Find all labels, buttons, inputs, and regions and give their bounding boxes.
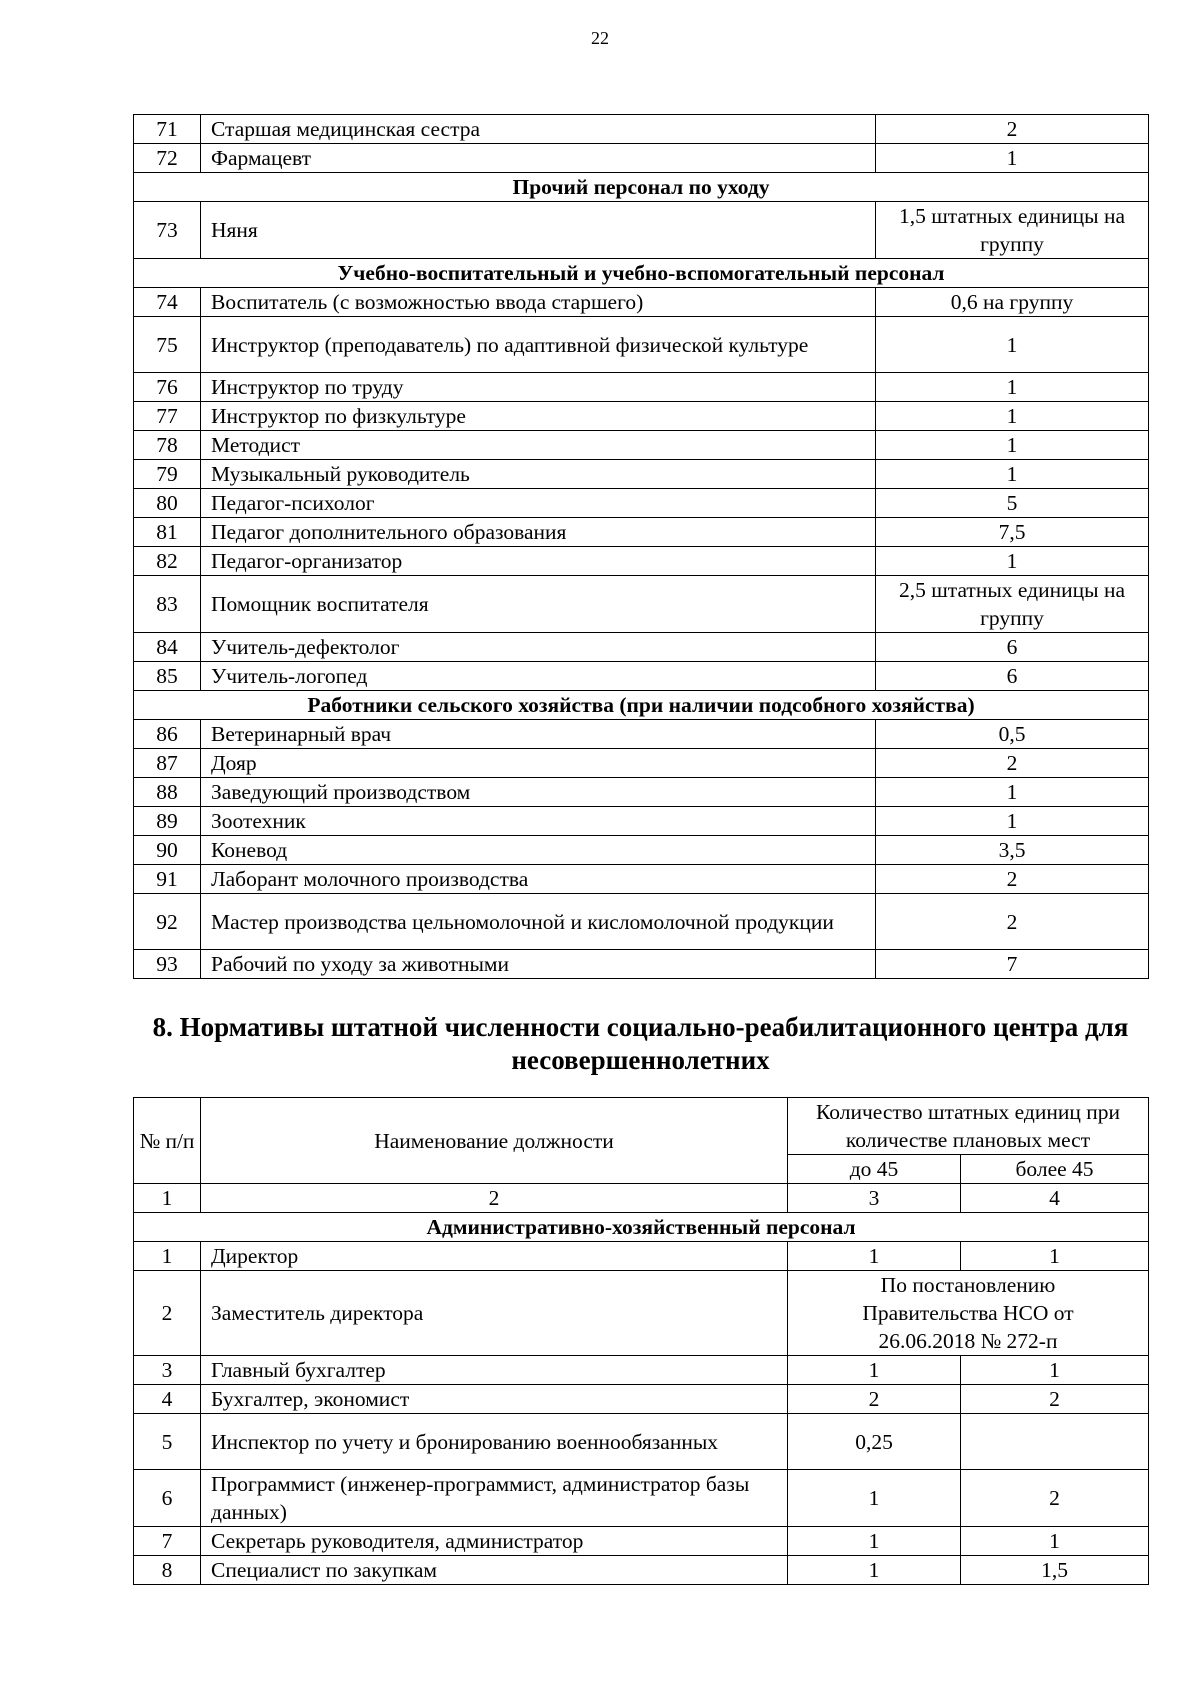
staff-units-over-45: 2 bbox=[961, 1470, 1149, 1527]
column-header-quantity: Количество штатных единиц при количестве плановых мест bbox=[788, 1098, 1149, 1155]
staff-units: 2 bbox=[876, 115, 1149, 144]
row-number: 3 bbox=[134, 1356, 201, 1385]
row-number: 91 bbox=[134, 865, 201, 894]
position-name: Учитель-дефектолог bbox=[201, 633, 876, 662]
staff-units: 2 bbox=[876, 865, 1149, 894]
row-number: 5 bbox=[134, 1414, 201, 1470]
staff-units: 1 bbox=[876, 317, 1149, 373]
staff-units-up-to-45: 1 bbox=[788, 1356, 961, 1385]
column-index: 2 bbox=[201, 1184, 788, 1213]
staff-units: 1 bbox=[876, 807, 1149, 836]
row-number: 4 bbox=[134, 1385, 201, 1414]
position-name: Няня bbox=[201, 202, 876, 259]
page-number: 22 bbox=[591, 28, 609, 48]
table-row bbox=[134, 950, 1149, 979]
table-row bbox=[134, 1271, 1149, 1356]
row-number: 75 bbox=[134, 317, 201, 373]
row-number: 83 bbox=[134, 576, 201, 633]
table-row bbox=[134, 373, 1149, 402]
row-number: 1 bbox=[134, 1242, 201, 1271]
section-row bbox=[134, 259, 1149, 288]
position-name: Помощник воспитателя bbox=[201, 576, 876, 633]
staff-table-continued bbox=[133, 114, 1149, 979]
row-number: 74 bbox=[134, 288, 201, 317]
row-number: 81 bbox=[134, 518, 201, 547]
section-heading: Прочий персонал по уходу bbox=[134, 173, 1149, 202]
staff-units: 1 bbox=[876, 431, 1149, 460]
staff-units-over-45: 1 bbox=[961, 1242, 1149, 1271]
table-row bbox=[134, 576, 1149, 633]
table-row bbox=[134, 749, 1149, 778]
staff-units: 1 bbox=[876, 778, 1149, 807]
table-row bbox=[134, 202, 1149, 259]
section-heading: Учебно-воспитательный и учебно-вспомогательный персонал bbox=[134, 259, 1149, 288]
staff-units: 2 bbox=[876, 749, 1149, 778]
staff-units: 5 bbox=[876, 489, 1149, 518]
section-row bbox=[134, 1213, 1149, 1242]
position-name: Инструктор по труду bbox=[201, 373, 876, 402]
staff-units-up-to-45: 1 bbox=[788, 1470, 961, 1527]
table-row bbox=[134, 836, 1149, 865]
position-name: Заместитель директора bbox=[201, 1271, 788, 1356]
table-row bbox=[134, 1527, 1149, 1556]
section-title: 8. Нормативы штатной численности социально-реабилитационного центра для несовершеннолетних bbox=[152, 1012, 1129, 1075]
column-header-up-to-45: до 45 bbox=[788, 1155, 961, 1184]
staff-units: 2,5 штатных единицы на группу bbox=[876, 576, 1149, 633]
column-header-number: № п/п bbox=[134, 1098, 201, 1184]
table-row bbox=[134, 1414, 1149, 1470]
staff-units-over-45: 1 bbox=[961, 1356, 1149, 1385]
staff-units: 1 bbox=[876, 144, 1149, 173]
position-name: Заведующий производством bbox=[201, 778, 876, 807]
staff-units-merged: По постановлению Правительства НСО от 26.06.2018 № 272-п bbox=[788, 1271, 1149, 1356]
row-number: 88 bbox=[134, 778, 201, 807]
position-name: Методист bbox=[201, 431, 876, 460]
staff-units-over-45: 1 bbox=[961, 1527, 1149, 1556]
position-name: Учитель-логопед bbox=[201, 662, 876, 691]
row-number: 8 bbox=[134, 1556, 201, 1585]
row-number: 86 bbox=[134, 720, 201, 749]
position-name: Педагог-психолог bbox=[201, 489, 876, 518]
table-row bbox=[134, 144, 1149, 173]
table-row bbox=[134, 115, 1149, 144]
staff-units: 1 bbox=[876, 373, 1149, 402]
table-row bbox=[134, 1242, 1149, 1271]
table-row bbox=[134, 402, 1149, 431]
position-name: Дояр bbox=[201, 749, 876, 778]
column-index: 1 bbox=[134, 1184, 201, 1213]
position-name: Лаборант молочного производства bbox=[201, 865, 876, 894]
staff-units: 2 bbox=[876, 894, 1149, 950]
staff-units: 1 bbox=[876, 402, 1149, 431]
position-name: Музыкальный руководитель bbox=[201, 460, 876, 489]
section-heading: Административно-хозяйственный персонал bbox=[134, 1213, 1149, 1242]
row-number: 76 bbox=[134, 373, 201, 402]
staff-units-up-to-45: 1 bbox=[788, 1242, 961, 1271]
staff-units: 0,6 на группу bbox=[876, 288, 1149, 317]
staff-norms-table bbox=[133, 1097, 1149, 1585]
section-heading: Работники сельского хозяйства (при наличии подсобного хозяйства) bbox=[134, 691, 1149, 720]
table-row bbox=[134, 1556, 1149, 1585]
table-row bbox=[134, 288, 1149, 317]
table-row bbox=[134, 807, 1149, 836]
table-row bbox=[134, 518, 1149, 547]
row-number: 78 bbox=[134, 431, 201, 460]
position-name: Секретарь руководителя, администратор bbox=[201, 1527, 788, 1556]
staff-units-over-45 bbox=[961, 1414, 1149, 1470]
staff-units-up-to-45: 2 bbox=[788, 1385, 961, 1414]
table-row bbox=[134, 317, 1149, 373]
row-number: 92 bbox=[134, 894, 201, 950]
staff-units: 6 bbox=[876, 633, 1149, 662]
position-name: Рабочий по уходу за животными bbox=[201, 950, 876, 979]
position-name: Специалист по закупкам bbox=[201, 1556, 788, 1585]
table-row bbox=[134, 894, 1149, 950]
table-row bbox=[134, 633, 1149, 662]
position-name: Воспитатель (с возможностью ввода старшего) bbox=[201, 288, 876, 317]
table-row bbox=[134, 1356, 1149, 1385]
row-number: 82 bbox=[134, 547, 201, 576]
staff-units: 6 bbox=[876, 662, 1149, 691]
row-number: 80 bbox=[134, 489, 201, 518]
staff-units: 1,5 штатных единицы на группу bbox=[876, 202, 1149, 259]
staff-units: 7 bbox=[876, 950, 1149, 979]
row-number: 90 bbox=[134, 836, 201, 865]
staff-units: 0,5 bbox=[876, 720, 1149, 749]
staff-units: 1 bbox=[876, 547, 1149, 576]
table-row bbox=[134, 431, 1149, 460]
position-name: Инструктор (преподаватель) по адаптивной физической культуре bbox=[201, 317, 876, 373]
table-row bbox=[134, 778, 1149, 807]
staff-units-over-45: 2 bbox=[961, 1385, 1149, 1414]
staff-units-up-to-45: 1 bbox=[788, 1556, 961, 1585]
table-row bbox=[134, 720, 1149, 749]
position-name: Инструктор по физкультуре bbox=[201, 402, 876, 431]
position-name: Программист (инженер-программист, администратор базы данных) bbox=[201, 1470, 788, 1527]
position-name: Зоотехник bbox=[201, 807, 876, 836]
row-number: 79 bbox=[134, 460, 201, 489]
table-row bbox=[134, 865, 1149, 894]
row-number: 2 bbox=[134, 1271, 201, 1356]
row-number: 77 bbox=[134, 402, 201, 431]
row-number: 6 bbox=[134, 1470, 201, 1527]
table-row bbox=[134, 1385, 1149, 1414]
table-row bbox=[134, 1470, 1149, 1527]
table-row bbox=[134, 547, 1149, 576]
column-index-row bbox=[134, 1184, 1149, 1213]
position-name: Бухгалтер, экономист bbox=[201, 1385, 788, 1414]
position-name: Мастер производства цельномолочной и кисломолочной продукции bbox=[201, 894, 876, 950]
staff-units-up-to-45: 0,25 bbox=[788, 1414, 961, 1470]
staff-units-over-45: 1,5 bbox=[961, 1556, 1149, 1585]
staff-units-up-to-45: 1 bbox=[788, 1527, 961, 1556]
row-number: 72 bbox=[134, 144, 201, 173]
row-number: 89 bbox=[134, 807, 201, 836]
position-name: Старшая медицинская сестра bbox=[201, 115, 876, 144]
section-row bbox=[134, 173, 1149, 202]
row-number: 93 bbox=[134, 950, 201, 979]
position-name: Педагог дополнительного образования bbox=[201, 518, 876, 547]
section-row bbox=[134, 691, 1149, 720]
position-name: Коневод bbox=[201, 836, 876, 865]
table-row bbox=[134, 489, 1149, 518]
row-number: 84 bbox=[134, 633, 201, 662]
position-name: Главный бухгалтер bbox=[201, 1356, 788, 1385]
row-number: 7 bbox=[134, 1527, 201, 1556]
row-number: 71 bbox=[134, 115, 201, 144]
column-header-position: Наименование должности bbox=[201, 1098, 788, 1184]
table-row bbox=[134, 460, 1149, 489]
table-row bbox=[134, 662, 1149, 691]
position-name: Фармацевт bbox=[201, 144, 876, 173]
staff-units: 7,5 bbox=[876, 518, 1149, 547]
staff-units: 3,5 bbox=[876, 836, 1149, 865]
row-number: 85 bbox=[134, 662, 201, 691]
column-index: 4 bbox=[961, 1184, 1149, 1213]
row-number: 87 bbox=[134, 749, 201, 778]
header-row bbox=[134, 1098, 1149, 1155]
column-index: 3 bbox=[788, 1184, 961, 1213]
position-name: Директор bbox=[201, 1242, 788, 1271]
position-name: Инспектор по учету и бронированию военнообязанных bbox=[201, 1414, 788, 1470]
staff-units: 1 bbox=[876, 460, 1149, 489]
row-number: 73 bbox=[134, 202, 201, 259]
position-name: Ветеринарный врач bbox=[201, 720, 876, 749]
column-header-over-45: более 45 bbox=[961, 1155, 1149, 1184]
position-name: Педагог-организатор bbox=[201, 547, 876, 576]
